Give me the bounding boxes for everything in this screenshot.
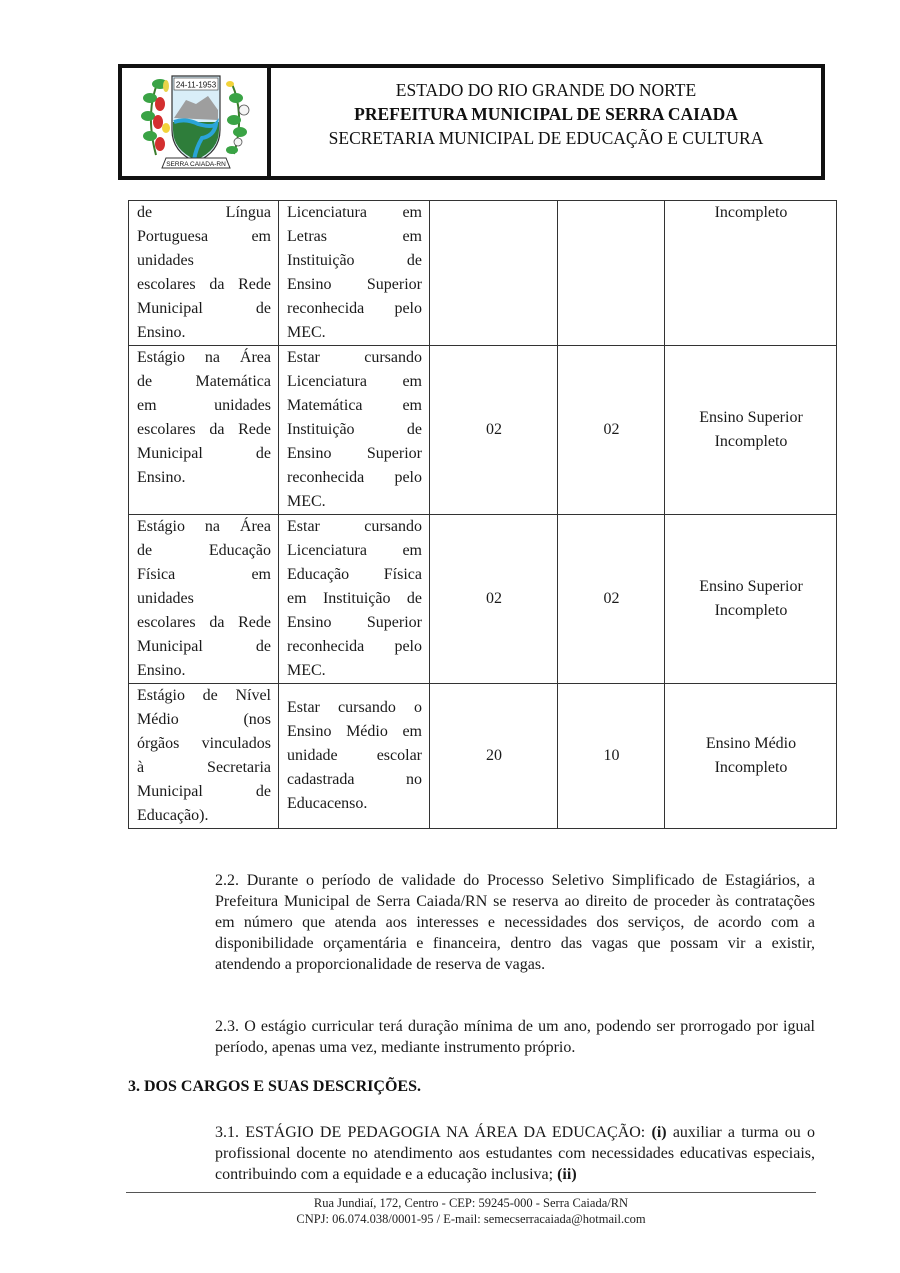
cell-line: unidades: [137, 252, 194, 269]
cell-line: MEC.: [287, 662, 326, 679]
cell-line: Ensino.: [137, 324, 186, 341]
cell-line: unidade escolar: [287, 747, 422, 764]
cell-requisito: [279, 201, 430, 346]
cell-reserva: 10: [558, 684, 665, 829]
cell-line: à Secretaria: [137, 759, 271, 776]
cell-line: Municipal de: [137, 445, 271, 462]
table-row: [129, 346, 837, 515]
letterhead-text: [271, 68, 821, 176]
municipal-coat-of-arms-icon: [136, 70, 254, 174]
cell-line: em Instituição de: [287, 590, 422, 607]
footer-contact: CNPJ: 06.074.038/0001-95 / E-mail: semecserracaiada@hotmail.com: [296, 1212, 646, 1226]
cell-line: Letras em: [287, 228, 422, 245]
cell-line: Educação Física: [287, 566, 422, 583]
state-name: ESTADO DO RIO GRANDE DO NORTE: [395, 80, 697, 100]
cell-line: Ensino Médio: [705, 735, 797, 752]
cell-line: Ensino Superior: [287, 614, 422, 631]
cell-line: MEC.: [287, 493, 326, 510]
cell-line: Educacenso.: [287, 795, 368, 812]
cell-line: Estágio de Nível: [137, 687, 271, 704]
cell-line: Ensino Superior: [287, 445, 422, 462]
cell-line: cadastrada no: [287, 771, 422, 788]
cell-line: reconhecida pelo: [287, 469, 422, 486]
section-3-title: 3. DOS CARGOS E SUAS DESCRIÇÕES.: [128, 1078, 421, 1095]
cell-line: Ensino Médio em: [287, 723, 422, 740]
footer-address: Rua Jundiaí, 172, Centro - CEP: 59245-000 - Serra Caiada/RN: [313, 1196, 629, 1210]
cell-line: Ensino Superior: [287, 276, 422, 293]
footer-divider: [126, 1192, 816, 1193]
cell-line: Incompleto: [714, 433, 788, 450]
city-hall-name: PREFEITURA MUNICIPAL DE SERRA CAIADA: [354, 104, 738, 124]
cell-line: Estar cursando: [287, 518, 422, 535]
cell-line: Física em: [137, 566, 271, 583]
paragraph-2-3: 2.3. O estágio curricular terá duração mínima de um ano, podendo ser prorrogado por igual período, apenas uma vez, mediante instrumento próprio.: [215, 1018, 815, 1056]
cell-line: Incompleto: [714, 759, 788, 776]
cell-line: Instituição de: [287, 421, 422, 438]
cell-line: Licenciatura em: [287, 542, 422, 559]
cell-line: Incompleto: [714, 204, 788, 221]
cell-escolaridade: [665, 515, 837, 684]
cell-line: Estágio na Área: [137, 518, 271, 535]
cell-line: MEC.: [287, 324, 326, 341]
cell-line: Estar cursando: [287, 349, 422, 366]
cell-line: Portuguesa em: [137, 228, 271, 245]
cell-requisito: [279, 684, 430, 829]
cell-cargo: [129, 346, 279, 515]
cell-reserva: 02: [558, 346, 665, 515]
cell-line: reconhecida pelo: [287, 638, 422, 655]
paragraph-2-2: 2.2. Durante o período de validade do Processo Seletivo Simplificado de Estagiários, a Prefeitura Municipal de Serra Caiada/RN se reserva ao direito de proceder às contratações em número que atenda aos interesses e necessidades dos serviços, de acordo com a disponibilidade orçamentária e financeira, dentro das vagas que possam vir a existir, atendendo a proporcionalidade de reserva de vagas.: [215, 872, 815, 973]
cell-line: em unidades: [137, 397, 271, 414]
cell-line: Educação).: [137, 807, 209, 824]
cell-line: escolares da Rede: [137, 614, 271, 631]
footer: [126, 1195, 816, 1227]
paragraph-3-1-text: auxiliar a turma ou o profissional docente no atendimento aos estudantes com necessidades educativas especiais, contribuindo com a equidade e a educação inclusiva;: [215, 1124, 816, 1183]
secretariat-name: SECRETARIA MUNICIPAL DE EDUCAÇÃO E CULTURA: [328, 128, 764, 148]
cell-line: Ensino.: [137, 662, 186, 679]
cell-line: Médio (nos: [137, 711, 271, 728]
paragraph-3-1: [215, 1122, 815, 1185]
cell-line: Matemática em: [287, 397, 422, 414]
cell-line: Ensino.: [137, 469, 186, 486]
cell-escolaridade: [665, 201, 837, 346]
cell-line: Municipal de: [137, 300, 271, 317]
table-row: [129, 201, 837, 346]
logo-cell: [122, 68, 271, 176]
cell-line: unidades: [137, 590, 194, 607]
cell-escolaridade: [665, 684, 837, 829]
vacancies-table: [128, 200, 837, 829]
table-row: [129, 684, 837, 829]
cell-escolaridade: [665, 346, 837, 515]
cell-line: escolares da Rede: [137, 276, 271, 293]
cell-line: reconhecida pelo: [287, 300, 422, 317]
cell-requisito: [279, 346, 430, 515]
cell-requisito: [279, 515, 430, 684]
cell-reserva: [558, 201, 665, 346]
svg-text:24-11-1953: 24-11-1953: [175, 80, 216, 90]
cell-line: Estar cursando o: [287, 699, 422, 716]
item-marker-i: (i): [651, 1124, 667, 1141]
cell-line: Estágio na Área: [137, 349, 271, 366]
cell-line: Municipal de: [137, 638, 271, 655]
table-row: [129, 515, 837, 684]
cell-line: Licenciatura em: [287, 373, 422, 390]
cell-vagas: 20: [430, 684, 558, 829]
cell-line: de Educação: [137, 542, 271, 559]
cell-cargo: [129, 201, 279, 346]
cell-line: Licenciatura em: [287, 204, 422, 221]
item-marker-ii: (ii): [557, 1166, 577, 1183]
cell-cargo: [129, 515, 279, 684]
cell-line: Municipal de: [137, 783, 271, 800]
svg-text:SERRA CAIADA-RN: SERRA CAIADA-RN: [165, 161, 226, 168]
letterhead: [118, 64, 825, 180]
cell-vagas: 02: [430, 346, 558, 515]
cell-line: órgãos vinculados: [137, 735, 271, 752]
paragraph-3-1-lead: 3.1. ESTÁGIO DE PEDAGOGIA NA ÁREA DA EDUCAÇÃO:: [215, 1124, 652, 1141]
cell-vagas: 02: [430, 515, 558, 684]
cell-vagas: [430, 201, 558, 346]
cell-line: Ensino Superior: [699, 578, 803, 595]
cell-line: escolares da Rede: [137, 421, 271, 438]
cell-line: de Língua: [137, 204, 271, 221]
cell-cargo: [129, 684, 279, 829]
cell-line: Instituição de: [287, 252, 422, 269]
cell-reserva: 02: [558, 515, 665, 684]
cell-line: Incompleto: [714, 602, 788, 619]
cell-line: de Matemática: [137, 373, 271, 390]
cell-line: Ensino Superior: [699, 409, 803, 426]
